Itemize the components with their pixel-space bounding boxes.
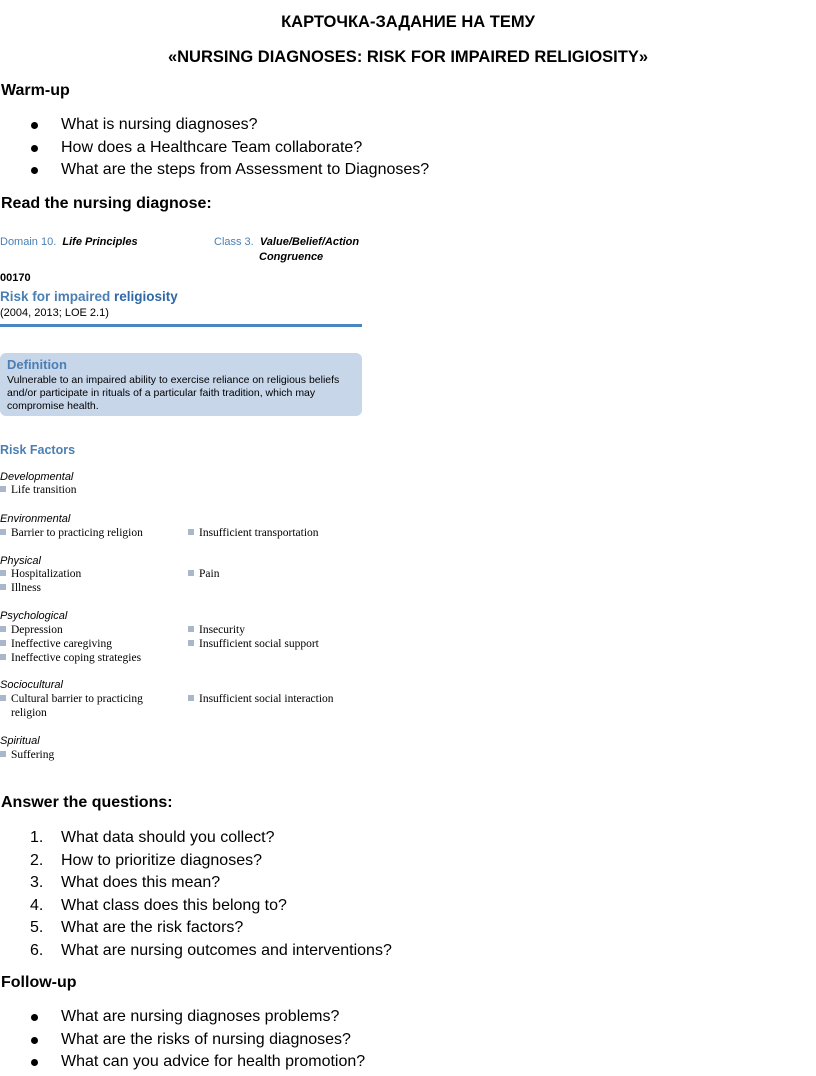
category-physical: Physical [0,555,41,567]
category-spiritual: Spiritual [0,735,40,747]
category-developmental: Developmental [0,471,74,483]
list-item: 6. What are nursing outcomes and interventions? [30,941,392,959]
category-sociocultural: Sociocultural [0,679,63,691]
square-bullet-icon [0,570,6,576]
risk-factor-item: Insufficient social interaction [188,693,334,705]
risk-factor-item: Ineffective caregiving [0,638,112,650]
followup-list [0,1006,365,1074]
risk-factor-item: Barrier to practicing religion [0,527,143,539]
questions-heading: Answer the questions: [1,794,173,811]
risk-factors-title: Risk Factors [0,443,76,457]
square-bullet-icon [0,640,6,646]
warmup-heading: Warm-up [1,82,70,99]
list-item: What are nursing diagnoses problems? [0,1006,365,1029]
risk-factor-item: Insufficient social support [188,638,319,650]
bullet-icon [31,145,38,152]
square-bullet-icon [0,626,6,632]
risk-factor-item: Cultural barrier to practicing [0,693,143,705]
category-psychological: Psychological [0,610,68,622]
list-item: 3. What does this mean? [30,874,221,891]
risk-factor-item: Insufficient transportation [188,527,319,539]
questions-list [0,827,392,962]
risk-factor-item: Illness [0,582,41,594]
list-item: What is nursing diagnoses? [0,114,429,137]
followup-heading: Follow-up [1,974,77,991]
definition-text: Vulnerable to an impaired ability to exercise reliance on religious beliefs and/or participate in rituals of a particular faith tradition, which may compromise health. [7,374,340,412]
list-item: What are the steps from Assessment to Diagnoses? [0,159,429,182]
diagnosis-code: 00170 [0,272,31,284]
risk-factor-item: Insecurity [188,624,245,636]
diagnosis-title: Risk for impaired religiosity [0,289,178,304]
list-item: What can you advice for health promotion? [0,1051,365,1074]
bullet-icon [31,1059,38,1066]
risk-factor-item: Depression [0,624,63,636]
list-item: What are the risks of nursing diagnoses? [0,1029,365,1052]
square-bullet-icon [0,654,6,660]
square-bullet-icon [188,529,194,535]
risk-factor-item: Ineffective coping strategies [0,652,141,664]
title-divider [0,324,362,327]
diagnosis-card [0,232,370,772]
square-bullet-icon [0,584,6,590]
risk-factor-item: Life transition [0,484,76,496]
list-item: 1. What data should you collect? [30,829,275,846]
square-bullet-icon [0,695,6,701]
bullet-icon [31,122,38,129]
list-item: 4. What class does this belong to? [30,896,287,914]
square-bullet-icon [0,751,6,757]
diagnosis-meta: (2004, 2013; LOE 2.1) [0,307,109,319]
bullet-icon [31,1037,38,1044]
bullet-icon [31,1014,38,1021]
square-bullet-icon [0,529,6,535]
list-item: 2. How to prioritize diagnoses? [30,851,262,869]
definition-box [0,353,362,416]
list-item: How does a Healthcare Team collaborate? [0,137,429,160]
square-bullet-icon [188,640,194,646]
page-title-line2: «NURSING DIAGNOSES: RISK FOR IMPAIRED RELIGIOSITY» [167,48,649,66]
square-bullet-icon [188,626,194,632]
class-line: Class 3. Value/Belief/Action [214,236,360,248]
risk-factor-item-continued: religion [11,707,47,719]
risk-factor-item: Hospitalization [0,568,81,580]
warmup-list [0,114,429,182]
class-line-2: Congruence [259,251,324,263]
bullet-icon [31,167,38,174]
list-item: 5. What are the risk factors? [30,919,244,936]
risk-factor-item: Suffering [0,749,54,761]
square-bullet-icon [188,695,194,701]
risk-factor-item: Pain [188,568,219,580]
domain-line: Domain 10. Life Principles [0,236,138,248]
read-heading: Read the nursing diagnose: [1,195,212,212]
page-title-line1: КАРТОЧКА-ЗАДАНИЕ НА ТЕМУ [281,13,535,31]
definition-title: Definition [7,357,67,372]
square-bullet-icon [0,486,6,492]
square-bullet-icon [188,570,194,576]
category-environmental: Environmental [0,513,71,525]
